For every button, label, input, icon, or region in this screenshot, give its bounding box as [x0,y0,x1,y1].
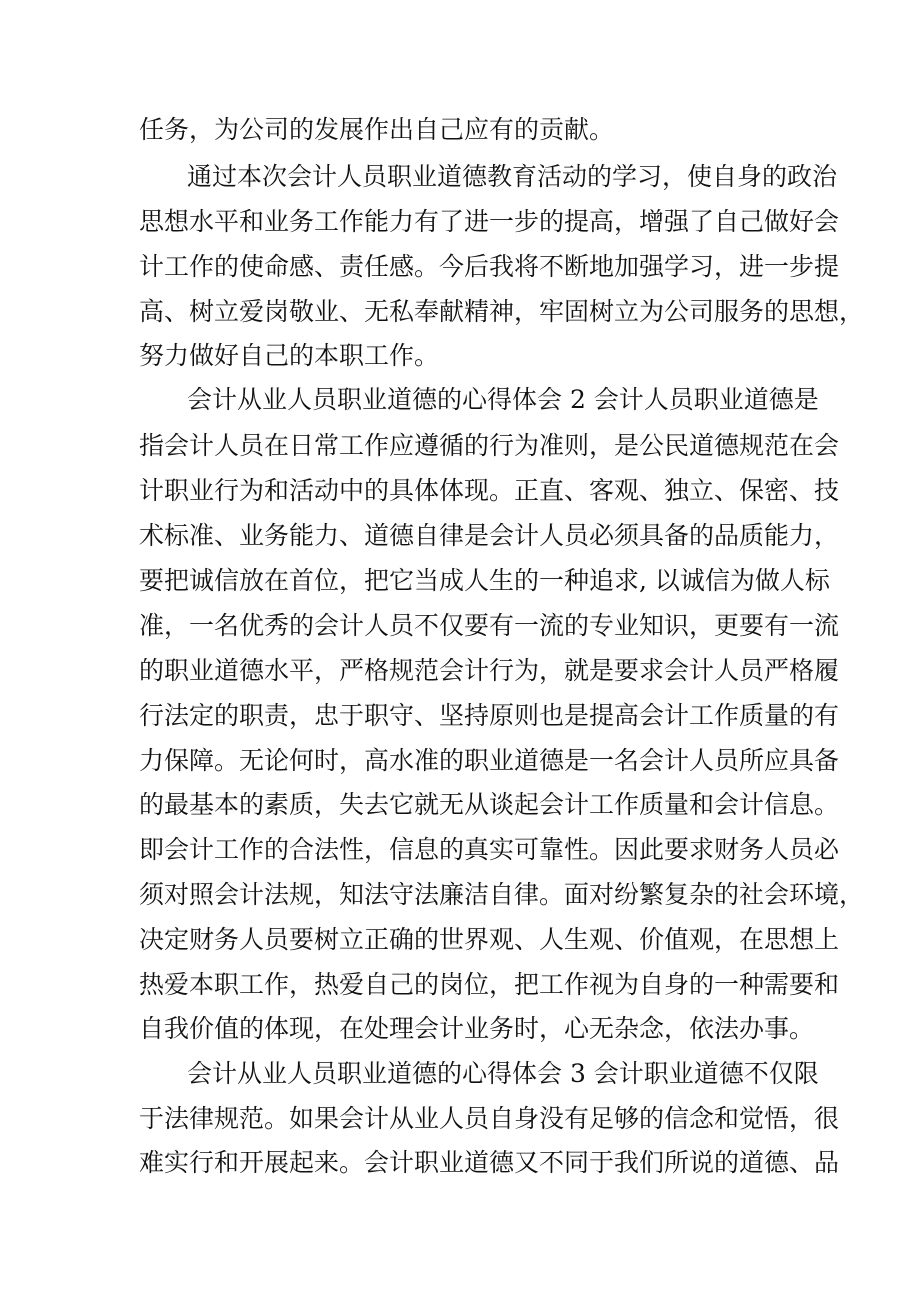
paragraph-4-line-3: 难实行和开展起来。会计职业道德又不同于我们所说的道德、品 [139,1148,840,1177]
paragraph-3-line-6: 准，一名优秀的会计人员不仅要有一流的专业知识，更要有一流 [139,611,840,640]
paragraph-3-line-11: 即会计工作的合法性，信息的真实可靠性。因此要求财务人员必 [139,835,840,864]
paragraph-4-line-1: 会计从业人员职业道德的心得体会 3 会计职业道德不仅限 [187,1059,819,1088]
paragraph-3-line-3: 计职业行为和活动中的具体体现。正直、客观、独立、保密、技 [139,476,840,505]
paragraph-3-line-10: 的最基本的素质，失去它就无从谈起会计工作质量和会计信息。 [139,790,840,819]
paragraph-3-line-9: 力保障。无论何时，高水准的职业道德是一名会计人员所应具备 [139,746,840,775]
paragraph-3-line-12: 须对照会计法规，知法守法廉洁自律。面对纷繁复杂的社会环境， [139,880,865,909]
paragraph-3-line-13: 决定财务人员要树立正确的世界观、人生观、价值观，在思想上 [139,925,840,954]
paragraph-3-line-15: 自我价值的体现，在处理会计业务时，心无杂念，依法办事。 [139,1014,815,1043]
paragraph-2-line-2: 思想水平和业务工作能力有了进一步的提高，增强了自己做好会 [139,207,840,236]
paragraph-3-line-8: 行法定的职责，忠于职守、坚持原则也是提高会计工作质量的有 [139,701,840,730]
paragraph-3-line-7: 的职业道德水平，严格规范会计行为，就是要求会计人员严格履 [139,656,840,685]
paragraph-3-line-2: 指会计人员在日常工作应遵循的行为准则，是公民道德规范在会 [139,431,840,460]
paragraph-1-line-1: 任务，为公司的发展作出自己应有的贡献。 [139,115,615,144]
paragraph-3-line-1: 会计从业人员职业道德的心得体会 2 会计人员职业道德是 [187,385,819,414]
paragraph-2-line-4: 高、树立爱岗敬业、无私奉献精神，牢固树立为公司服务的思想， [139,297,865,326]
paragraph-2-line-5: 努力做好自己的本职工作。 [139,341,440,370]
paragraph-3-line-4: 术标准、业务能力、道德自律是会计人员必须具备的品质能力， [139,521,840,550]
paragraph-4-line-2: 于法律规范。如果会计从业人员自身没有足够的信念和觉悟，很 [139,1104,840,1133]
paragraph-2-line-1: 通过本次会计人员职业道德教育活动的学习，使自身的政治 [187,162,838,191]
paragraph-2-line-3: 计工作的使命感、责任感。今后我将不断地加强学习，进一步提 [139,252,840,281]
paragraph-3-line-5: 要把诚信放在首位，把它当成人生的一种追求, 以诚信为做人标 [139,566,830,595]
paragraph-3-line-14: 热爱本职工作，热爱自己的岗位，把工作视为自身的一种需要和 [139,970,840,999]
